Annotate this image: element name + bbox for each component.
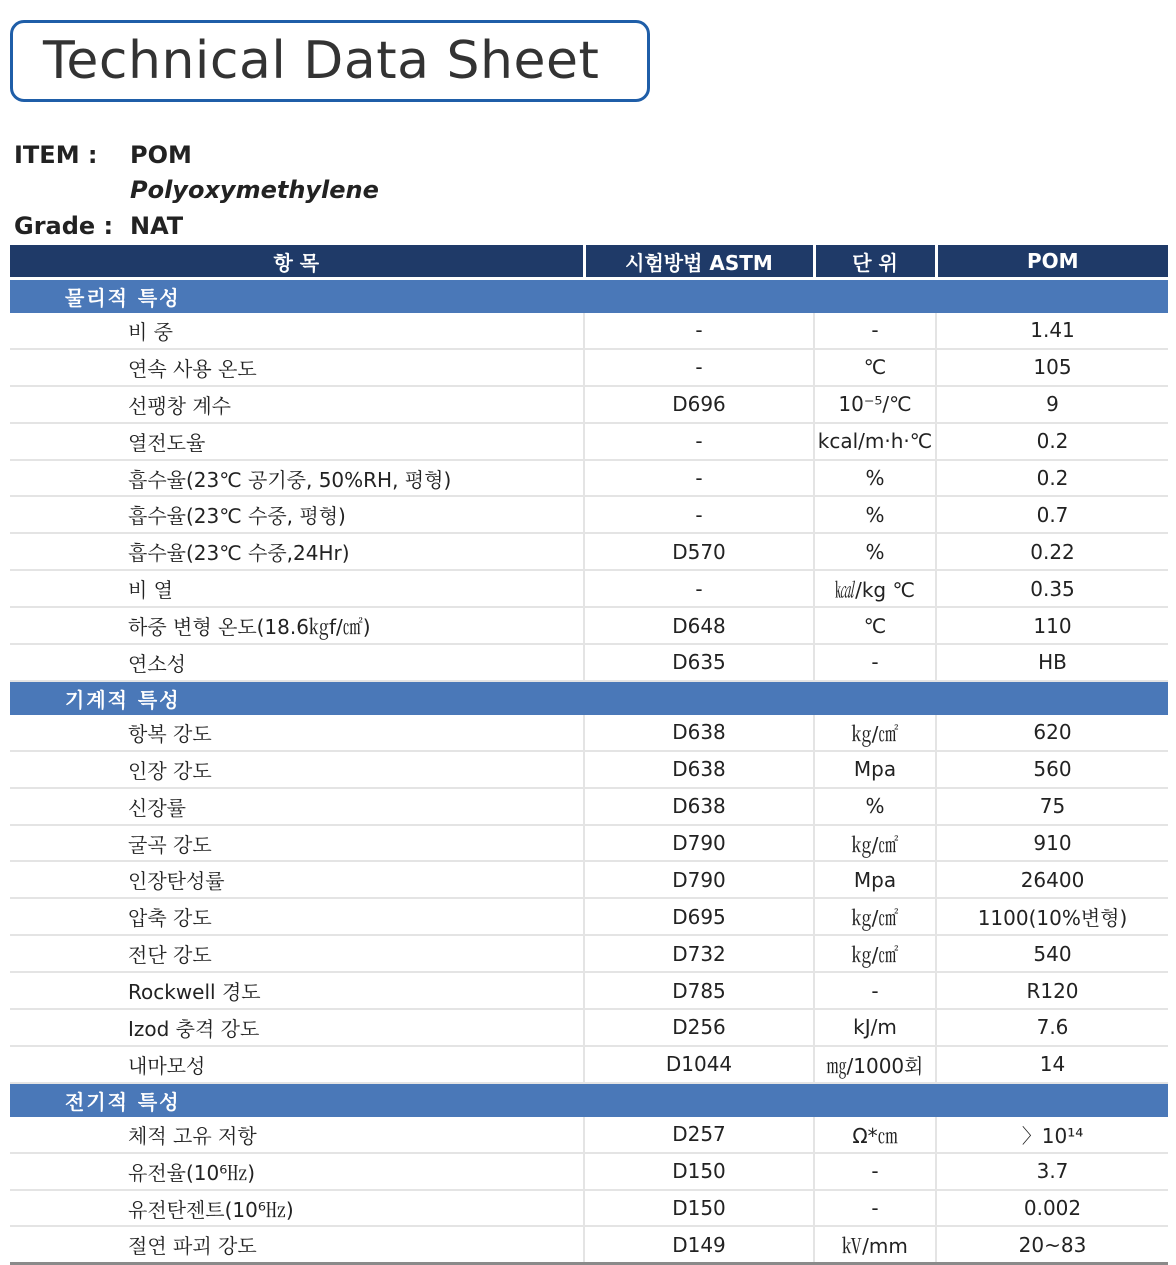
item-subtitle: Polyoxymethylene [130, 176, 379, 204]
title-box [10, 20, 650, 102]
cell-item: 연속 사용 온도 [10, 349, 584, 386]
cell-item: 유전율(10⁶㎐) [10, 1153, 584, 1190]
cell-method: D150 [584, 1190, 814, 1227]
page-title: Technical Data Sheet [43, 31, 600, 91]
cell-unit: - [814, 972, 936, 1009]
cell-value: 0.22 [936, 533, 1168, 570]
cell-method: - [584, 423, 814, 460]
cell-value: 26400 [936, 861, 1168, 898]
table-row [10, 607, 1168, 644]
table-row [10, 1009, 1168, 1046]
table-row [10, 715, 1168, 751]
cell-value: 0.002 [936, 1190, 1168, 1227]
cell-item: 인장 강도 [10, 751, 584, 788]
section-title: 물리적 특성 [10, 279, 1168, 314]
cell-unit: ㎎/1000회 [814, 1046, 936, 1083]
cell-item: 흡수율(23℃ 수중, 평형) [10, 496, 584, 533]
cell-item: 연소성 [10, 644, 584, 681]
cell-method: D1044 [584, 1046, 814, 1083]
table-row [10, 751, 1168, 788]
cell-value: 110 [936, 607, 1168, 644]
cell-unit: - [814, 1153, 936, 1190]
cell-value: 560 [936, 751, 1168, 788]
cell-unit: 10⁻⁵/℃ [814, 386, 936, 423]
cell-unit: ㎏/㎠ [814, 935, 936, 972]
cell-method: - [584, 313, 814, 349]
cell-item: Izod 충격 강도 [10, 1009, 584, 1046]
table-row [10, 1153, 1168, 1190]
cell-value: 9 [936, 386, 1168, 423]
table-row [10, 313, 1168, 349]
cell-unit: - [814, 644, 936, 681]
cell-unit: kJ/m [814, 1009, 936, 1046]
table-row [10, 349, 1168, 386]
cell-unit: kcal/m·h·℃ [814, 423, 936, 460]
cell-method: D790 [584, 861, 814, 898]
cell-item: 비 중 [10, 313, 584, 349]
cell-value: 1100(10%변형) [936, 898, 1168, 935]
cell-unit: % [814, 460, 936, 497]
table-row [10, 1190, 1168, 1227]
cell-item: 흡수율(23℃ 공기중, 50%RH, 평형) [10, 460, 584, 497]
cell-item: 인장탄성률 [10, 861, 584, 898]
cell-unit: ㎏/㎠ [814, 898, 936, 935]
cell-item: 절연 파괴 강도 [10, 1226, 584, 1263]
cell-value: 105 [936, 349, 1168, 386]
cell-item: 굴곡 강도 [10, 825, 584, 862]
table-row [10, 825, 1168, 862]
cell-item: 내마모성 [10, 1046, 584, 1083]
cell-value: 0.35 [936, 570, 1168, 607]
table-row [10, 533, 1168, 570]
grade-label: Grade : [14, 212, 114, 240]
cell-method: D638 [584, 788, 814, 825]
cell-method: D790 [584, 825, 814, 862]
section-header [10, 681, 1168, 715]
cell-value: 75 [936, 788, 1168, 825]
cell-item: 열전도율 [10, 423, 584, 460]
cell-value: 3.7 [936, 1153, 1168, 1190]
table-row [10, 935, 1168, 972]
cell-unit: % [814, 496, 936, 533]
cell-item: Rockwell 경도 [10, 972, 584, 1009]
cell-method: D648 [584, 607, 814, 644]
cell-unit: ㎏/㎠ [814, 825, 936, 862]
cell-value: 620 [936, 715, 1168, 751]
table-row [10, 460, 1168, 497]
cell-method: D257 [584, 1117, 814, 1153]
header-method: 시험방법 ASTM [584, 245, 814, 279]
section-title: 전기적 특성 [10, 1083, 1168, 1117]
cell-method: - [584, 496, 814, 533]
cell-item: 압축 강도 [10, 898, 584, 935]
table-row [10, 898, 1168, 935]
cell-method: - [584, 349, 814, 386]
cell-unit: ㎏/㎠ [814, 715, 936, 751]
cell-unit: - [814, 313, 936, 349]
cell-unit: % [814, 533, 936, 570]
cell-value: 0.7 [936, 496, 1168, 533]
cell-item: 유전탄젠트(10⁶㎐) [10, 1190, 584, 1227]
cell-item: 전단 강도 [10, 935, 584, 972]
cell-unit: Mpa [814, 861, 936, 898]
item-label: ITEM : [14, 141, 98, 169]
cell-method: D638 [584, 751, 814, 788]
cell-method: D732 [584, 935, 814, 972]
section-title: 기계적 특성 [10, 681, 1168, 715]
section-header [10, 279, 1168, 314]
cell-value: 7.6 [936, 1009, 1168, 1046]
table-row [10, 386, 1168, 423]
header-unit: 단 위 [814, 245, 936, 279]
cell-method: D635 [584, 644, 814, 681]
cell-value: 540 [936, 935, 1168, 972]
cell-value: R120 [936, 972, 1168, 1009]
cell-value: 1.41 [936, 313, 1168, 349]
cell-method: D638 [584, 715, 814, 751]
table-header [10, 245, 1168, 279]
cell-item: 선팽창 계수 [10, 386, 584, 423]
cell-value: 910 [936, 825, 1168, 862]
cell-value: 0.2 [936, 423, 1168, 460]
table-row [10, 644, 1168, 681]
cell-value: 14 [936, 1046, 1168, 1083]
table-row [10, 972, 1168, 1009]
cell-method: D256 [584, 1009, 814, 1046]
cell-method: - [584, 570, 814, 607]
table-row [10, 861, 1168, 898]
table-row [10, 423, 1168, 460]
cell-item: 체적 고유 저항 [10, 1117, 584, 1153]
table-row [10, 1226, 1168, 1263]
table-body [10, 279, 1168, 1264]
cell-unit: ㎸/mm [814, 1226, 936, 1263]
cell-value: 〉10¹⁴ [936, 1117, 1168, 1153]
data-table [10, 245, 1168, 1265]
cell-item: 신장률 [10, 788, 584, 825]
table-row [10, 1117, 1168, 1153]
cell-unit: Mpa [814, 751, 936, 788]
table-row [10, 570, 1168, 607]
cell-value: 20~83 [936, 1226, 1168, 1263]
cell-method: D785 [584, 972, 814, 1009]
cell-unit: ℃ [814, 607, 936, 644]
cell-value: 0.2 [936, 460, 1168, 497]
cell-unit: ℃ [814, 349, 936, 386]
cell-method: D149 [584, 1226, 814, 1263]
cell-method: D570 [584, 533, 814, 570]
cell-method: D150 [584, 1153, 814, 1190]
cell-unit: ㎉/kg ℃ [814, 570, 936, 607]
table-row [10, 1046, 1168, 1083]
cell-method: D696 [584, 386, 814, 423]
header-value: POM [936, 245, 1168, 279]
cell-value: HB [936, 644, 1168, 681]
cell-unit: - [814, 1190, 936, 1227]
cell-method: - [584, 460, 814, 497]
item-value: POM [130, 141, 192, 169]
section-header [10, 1083, 1168, 1117]
cell-item: 흡수율(23℃ 수중,24Hr) [10, 533, 584, 570]
cell-item: 비 열 [10, 570, 584, 607]
cell-unit: Ω*㎝ [814, 1117, 936, 1153]
grade-value: NAT [130, 212, 184, 240]
table-row [10, 788, 1168, 825]
cell-item: 하중 변형 온도(18.6㎏f/㎠) [10, 607, 584, 644]
cell-item: 항복 강도 [10, 715, 584, 751]
header-item: 항 목 [10, 245, 584, 279]
table-row [10, 496, 1168, 533]
cell-unit: % [814, 788, 936, 825]
cell-method: D695 [584, 898, 814, 935]
